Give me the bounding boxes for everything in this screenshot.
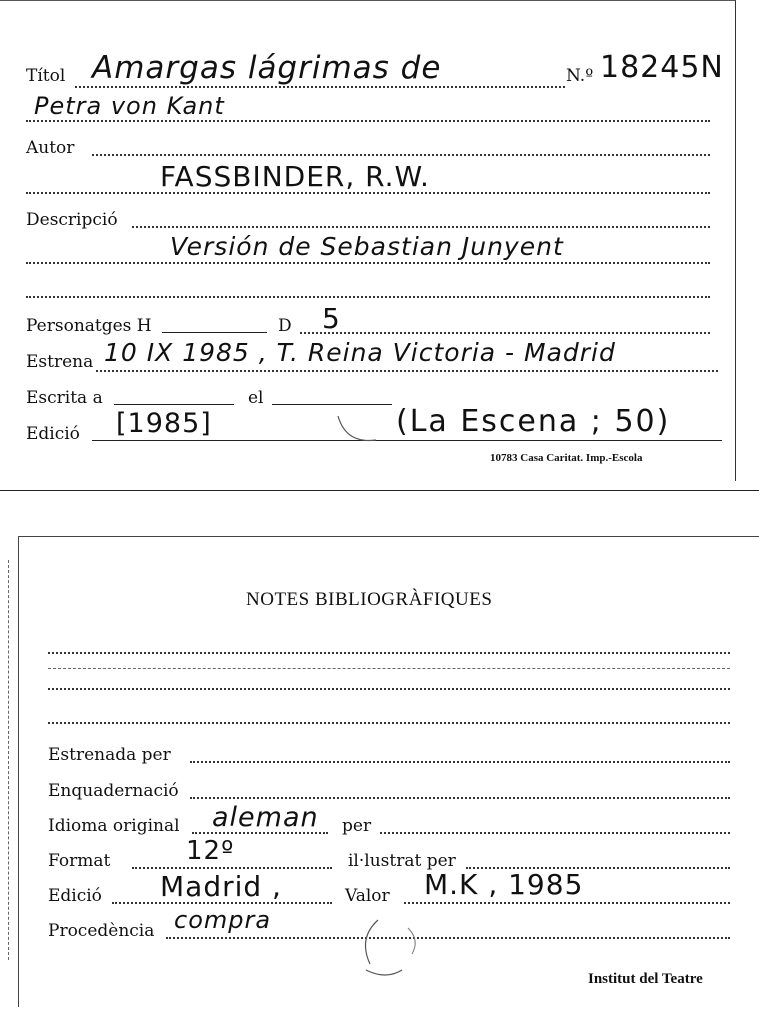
series-handwritten: (La Escena ; 50) [396,404,671,439]
author-line-2 [26,192,710,194]
edition-handwritten: [1985] [116,408,212,439]
characters-d-line [300,332,710,334]
notes-dash-1 [48,668,730,669]
premiere-line [96,370,718,372]
value-label: Valor [345,886,390,906]
written-date-line [272,404,392,405]
original-language-line [192,832,328,834]
description-line-1 [132,226,710,228]
punch-hole-back [356,918,426,978]
number-label: N.º [566,66,594,86]
written-el-label: el [248,388,264,408]
format-handwritten: 12º [186,836,235,866]
description-line-2 [26,262,710,264]
original-language-label: Idioma original [48,816,180,836]
punch-hole-front [336,414,386,444]
origin-line [166,937,730,939]
premiered-by-line [190,761,730,763]
edition-label: Edició [26,424,80,444]
binding-line [190,797,730,799]
per-label: per [342,816,372,836]
title-handwritten-line1: Amargas lágrimas de [92,50,442,86]
premiere-handwritten: 10 IX 1985 , T. Reina Victoria - Madrid [104,338,616,367]
printer-imprint: 10783 Casa Caritat. Imp.-Escola [490,452,643,464]
edition-back-label: Edició [48,886,102,906]
characters-label: Personatges H [26,316,152,336]
title-handwritten-line2: Petra von Kant [34,92,225,120]
characters-h-line [162,332,267,333]
format-label: Format [48,851,111,871]
illustrated-by-label: il·lustrat per [348,851,456,871]
premiered-by-label: Estrenada per [48,745,171,765]
description-label: Descripció [26,210,118,230]
value-handwritten: M.K , 1985 [424,868,584,901]
author-line-1 [92,154,710,156]
card-divider [0,490,759,491]
origin-handwritten: compra [174,906,272,934]
format-line [132,867,332,869]
left-edge-marks [8,560,9,960]
origin-label: Procedència [48,921,155,941]
description-handwritten: Versión de Sebastian Junyent [170,232,564,261]
author-label: Autor [26,138,75,158]
notes-line-1 [48,652,730,654]
description-line-3 [26,296,710,298]
edition-line [92,440,722,441]
edition-back-handwritten: Madrid , [160,870,282,903]
original-language-handwritten: aleman [212,802,319,833]
written-place-line [114,404,234,405]
bibliographic-notes-heading: NOTES BIBLIOGRÀFIQUES [246,589,493,610]
notes-line-2 [48,688,730,690]
notes-line-3 [48,722,730,724]
written-label: Escrita a [26,388,103,408]
author-handwritten: FASSBINDER, R.W. [160,160,430,193]
title-line-1 [75,86,565,88]
per-line [380,832,730,834]
title-line-2 [26,120,710,122]
premiere-label: Estrena [26,352,94,372]
institution-name: Institut del Teatre [588,971,703,987]
characters-d-handwritten: 5 [322,302,341,335]
value-line [404,902,730,904]
edition-back-line [112,902,332,904]
title-label: Títol [26,66,66,86]
binding-label: Enquadernació [48,781,179,801]
number-handwritten: 18245N [600,50,724,85]
characters-d-label: D [278,316,292,336]
